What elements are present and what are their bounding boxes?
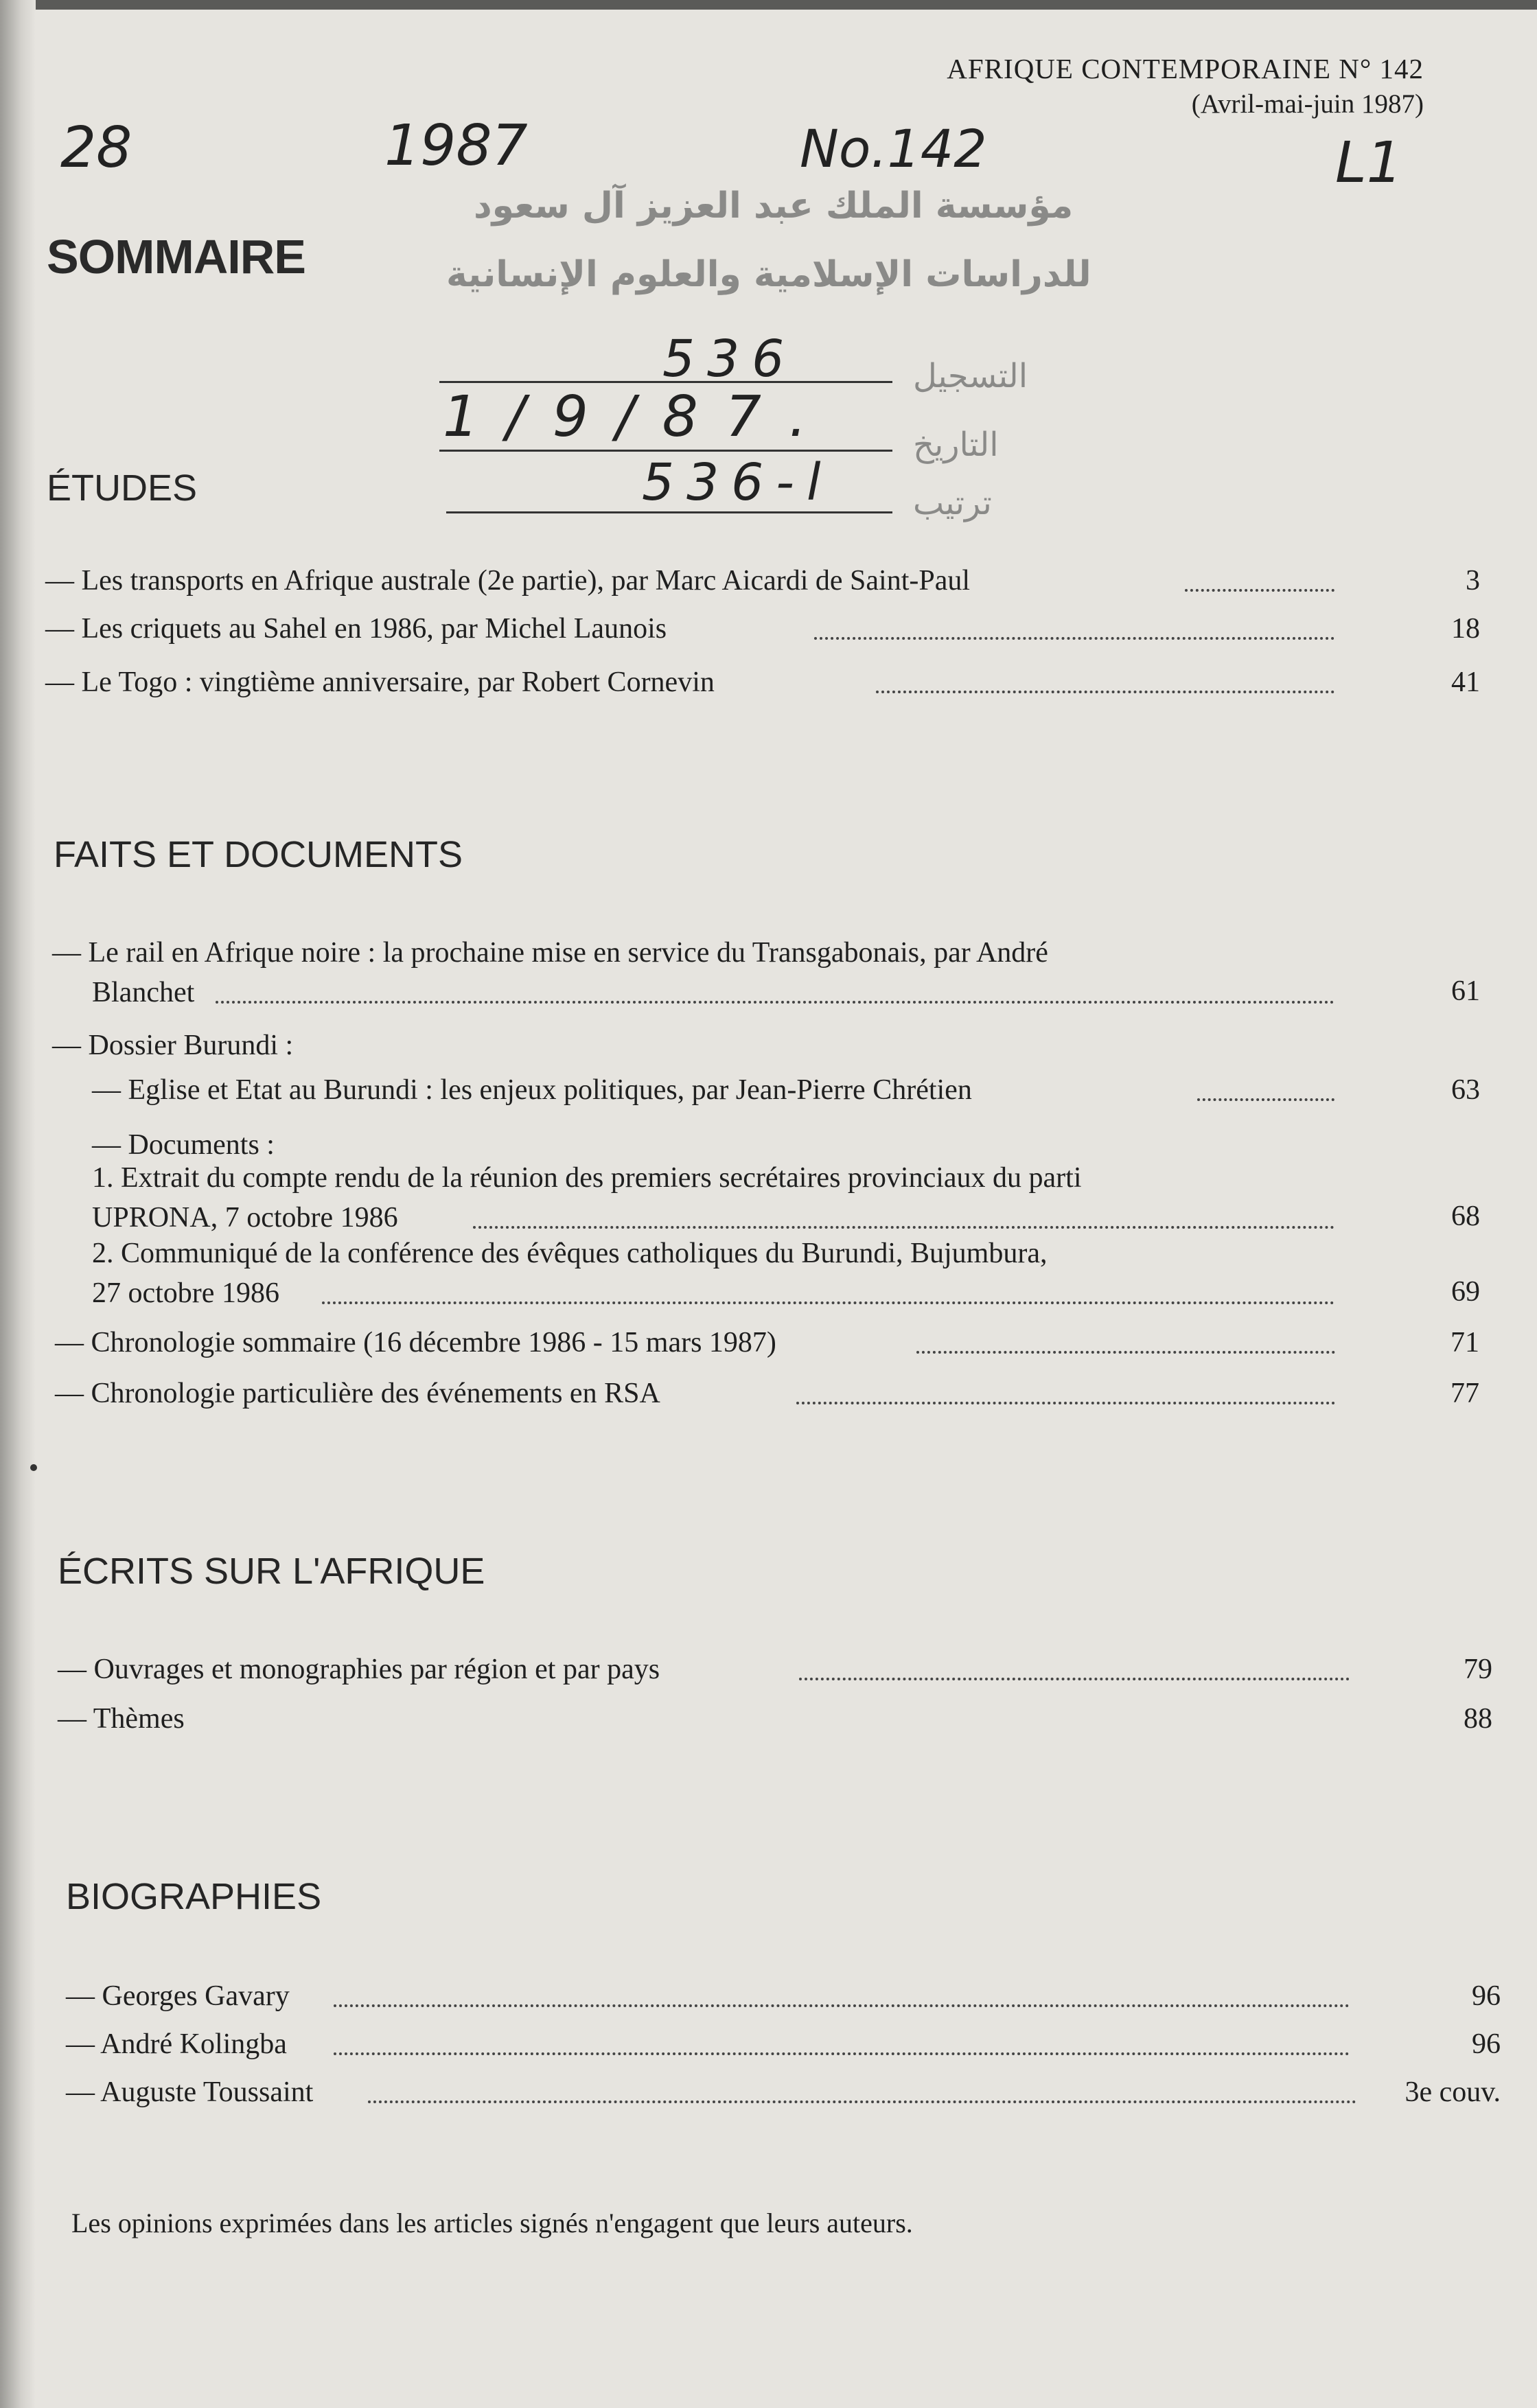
toc-entry-title: — Documents : <box>92 1129 275 1161</box>
toc-entry-page: 41 <box>1451 667 1480 698</box>
section-heading-ecrits-afrique: ÉCRITS SUR L'AFRIQUE <box>58 1551 485 1592</box>
scan-left-shadow <box>0 0 36 2408</box>
page-title: SOMMAIRE <box>47 230 305 283</box>
library-stamp-line-1: مؤسسة الملك عبد العزيز آل سعود <box>474 185 1074 227</box>
toc-leader-dots <box>334 2052 1350 2055</box>
journal-title: AFRIQUE CONTEMPORAINE N° 142 <box>947 53 1424 84</box>
toc-leader-dots <box>916 1351 1335 1354</box>
handwritten-corner-mark: L1 <box>1335 130 1402 196</box>
toc-entry-page: 79 <box>1464 1654 1492 1685</box>
toc-leader-dots <box>322 1301 1334 1304</box>
toc-entry-title-continued: Blanchet <box>92 977 195 1008</box>
register-rule <box>439 450 892 452</box>
handwritten-register-date: 1/9/87. <box>443 384 835 450</box>
toc-entry-title: — Eglise et Etat au Burundi : les enjeux politiques, par Jean-Pierre Chrétien <box>92 1074 972 1106</box>
library-stamp-register: التسجيل <box>913 357 1028 395</box>
toc-leader-dots <box>368 2100 1356 2103</box>
scan-top-edge <box>0 0 1537 10</box>
handwritten-number: No.142 <box>800 118 987 179</box>
toc-entry-page: 18 <box>1451 613 1480 645</box>
toc-leader-dots <box>876 691 1334 693</box>
toc-entry-title: — Ouvrages et monographies par région et par pays <box>58 1654 660 1685</box>
toc-entry-title-continued: UPRONA, 7 octobre 1986 <box>92 1202 398 1234</box>
toc-entry-page: 77 <box>1451 1378 1479 1409</box>
section-heading-etudes: ÉTUDES <box>47 467 198 509</box>
toc-entry-title: — Thèmes <box>58 1703 185 1735</box>
library-stamp-order: ترتيب <box>913 484 992 522</box>
toc-leader-dots <box>796 1402 1335 1404</box>
handwritten-year: 1987 <box>384 113 528 178</box>
toc-leader-dots <box>799 1678 1350 1680</box>
toc-entry-page: 71 <box>1451 1327 1479 1358</box>
scan-speck <box>30 1464 37 1471</box>
toc-entry-title: — Le rail en Afrique noire : la prochaine mise en service du Transgabonais, par André <box>52 937 1048 969</box>
issue-date: (Avril-mai-juin 1987) <box>1191 89 1424 119</box>
toc-entry-page: 61 <box>1451 975 1480 1007</box>
section-heading-biographies: BIOGRAPHIES <box>66 1876 322 1917</box>
toc-entry-title: 1. Extrait du compte rendu de la réunion des premiers secrétaires provinciaux du parti <box>92 1162 1082 1194</box>
toc-entry-title: — Auguste Toussaint <box>66 2076 314 2108</box>
library-stamp-line-2: للدراسات الإسلامية والعلوم الإنسانية <box>446 254 1091 295</box>
toc-entry-title: — Dossier Burundi : <box>52 1030 294 1061</box>
toc-entry-page: 96 <box>1472 1980 1501 2012</box>
toc-leader-dots <box>216 1001 1334 1004</box>
toc-entry-page: 68 <box>1451 1201 1480 1232</box>
library-stamp-date: التاريخ <box>913 426 999 464</box>
section-heading-faits-documents: FAITS ET DOCUMENTS <box>54 834 463 875</box>
toc-entry-title: — Les criquets au Sahel en 1986, par Michel Launois <box>45 613 667 645</box>
toc-entry-title: — Les transports en Afrique australe (2e partie), par Marc Aicardi de Saint-Paul <box>45 565 971 597</box>
toc-entry-title-continued: 27 octobre 1986 <box>92 1277 279 1309</box>
toc-leader-dots <box>1197 1098 1334 1101</box>
toc-entry-page: 88 <box>1464 1703 1492 1735</box>
toc-leader-dots <box>1185 589 1334 592</box>
disclaimer-note: Les opinions exprimées dans les articles signés n'engagent que leurs auteurs. <box>71 2208 913 2238</box>
toc-entry-title: 2. Communiqué de la conférence des évêques catholiques du Burundi, Bujumbura, <box>92 1238 1048 1269</box>
toc-entry-title: — Chronologie particulière des événements en RSA <box>55 1378 660 1409</box>
toc-entry-page: 3 <box>1466 565 1480 597</box>
toc-entry-title: — Georges Gavary <box>66 1980 290 2012</box>
toc-entry-page: 96 <box>1472 2028 1501 2060</box>
toc-leader-dots <box>334 2004 1350 2007</box>
toc-entry-page: 69 <box>1451 1276 1480 1308</box>
handwritten-register-number: 536 <box>662 329 797 389</box>
toc-entry-title: — André Kolingba <box>66 2028 287 2060</box>
toc-leader-dots <box>814 637 1334 640</box>
toc-leader-dots <box>473 1226 1334 1229</box>
journal-header <box>947 51 1424 122</box>
toc-entry-page: 63 <box>1451 1074 1480 1106</box>
toc-entry-title: — Le Togo : vingtième anniversaire, par Robert Cornevin <box>45 667 715 698</box>
handwritten-register-order: 536-l <box>642 453 833 512</box>
toc-entry-title: — Chronologie sommaire (16 décembre 1986 - 15 mars 1987) <box>55 1327 776 1358</box>
handwritten-volume: 28 <box>60 115 132 181</box>
toc-entry-page: 3e couv. <box>1405 2076 1501 2108</box>
